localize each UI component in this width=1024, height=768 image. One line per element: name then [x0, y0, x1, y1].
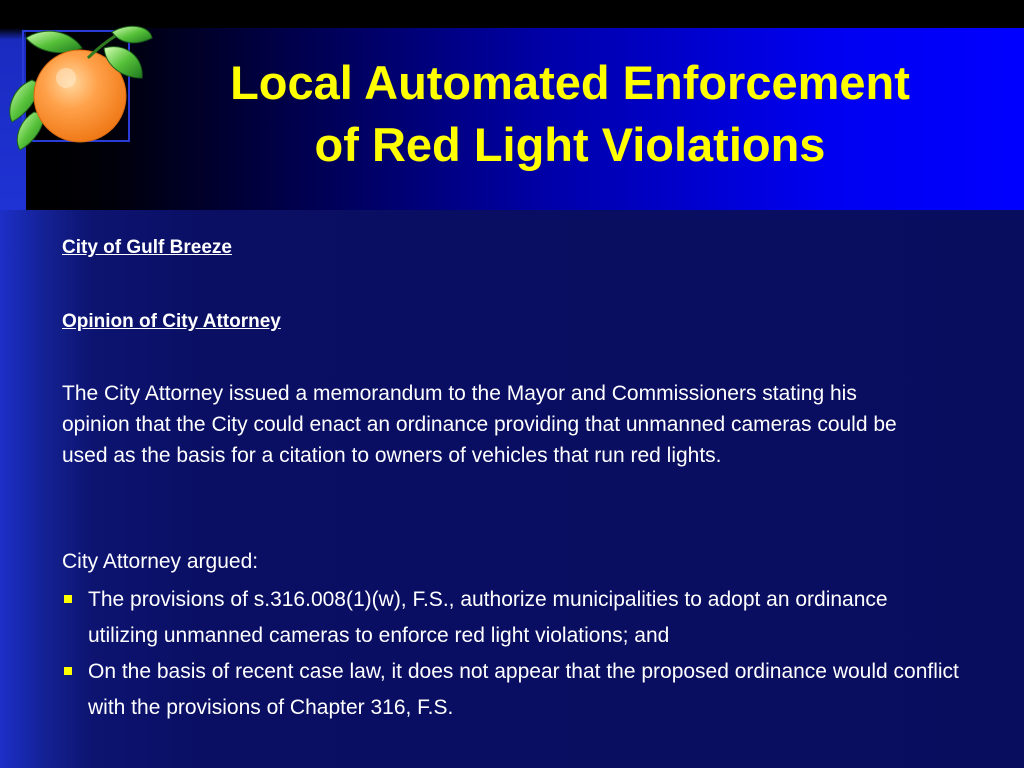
title-line-1: Local Automated Enforcement [230, 56, 910, 109]
argued-label: City Attorney argued: [62, 550, 259, 573]
square-bullet-icon [64, 595, 72, 603]
list-item [62, 582, 962, 654]
list-item [62, 654, 962, 726]
heading-opinion: Opinion of City Attorney [62, 311, 281, 332]
argument-list [62, 582, 962, 726]
bullet-text: On the basis of recent case law, it does not appear that the proposed ordinance would conflict with the provisions of Chapter 316, F.S. [88, 660, 959, 719]
memorandum-paragraph: The City Attorney issued a memorandum to the Mayor and Commissioners stating his opinion that the City could enact an ordinance providing that unmanned cameras could be used as the basis for a citation to owners of vehicles that run red lights. [62, 382, 897, 467]
title-line-2: of Red Light Violations [314, 118, 826, 171]
bullet-text: The provisions of s.316.008(1)(w), F.S., authorize municipalities to adopt an ordinance utilizing unmanned cameras to enforce red light violations; and [88, 588, 888, 647]
square-bullet-icon [64, 667, 72, 675]
slide-title [130, 52, 1010, 176]
heading-city: City of Gulf Breeze [62, 237, 232, 258]
